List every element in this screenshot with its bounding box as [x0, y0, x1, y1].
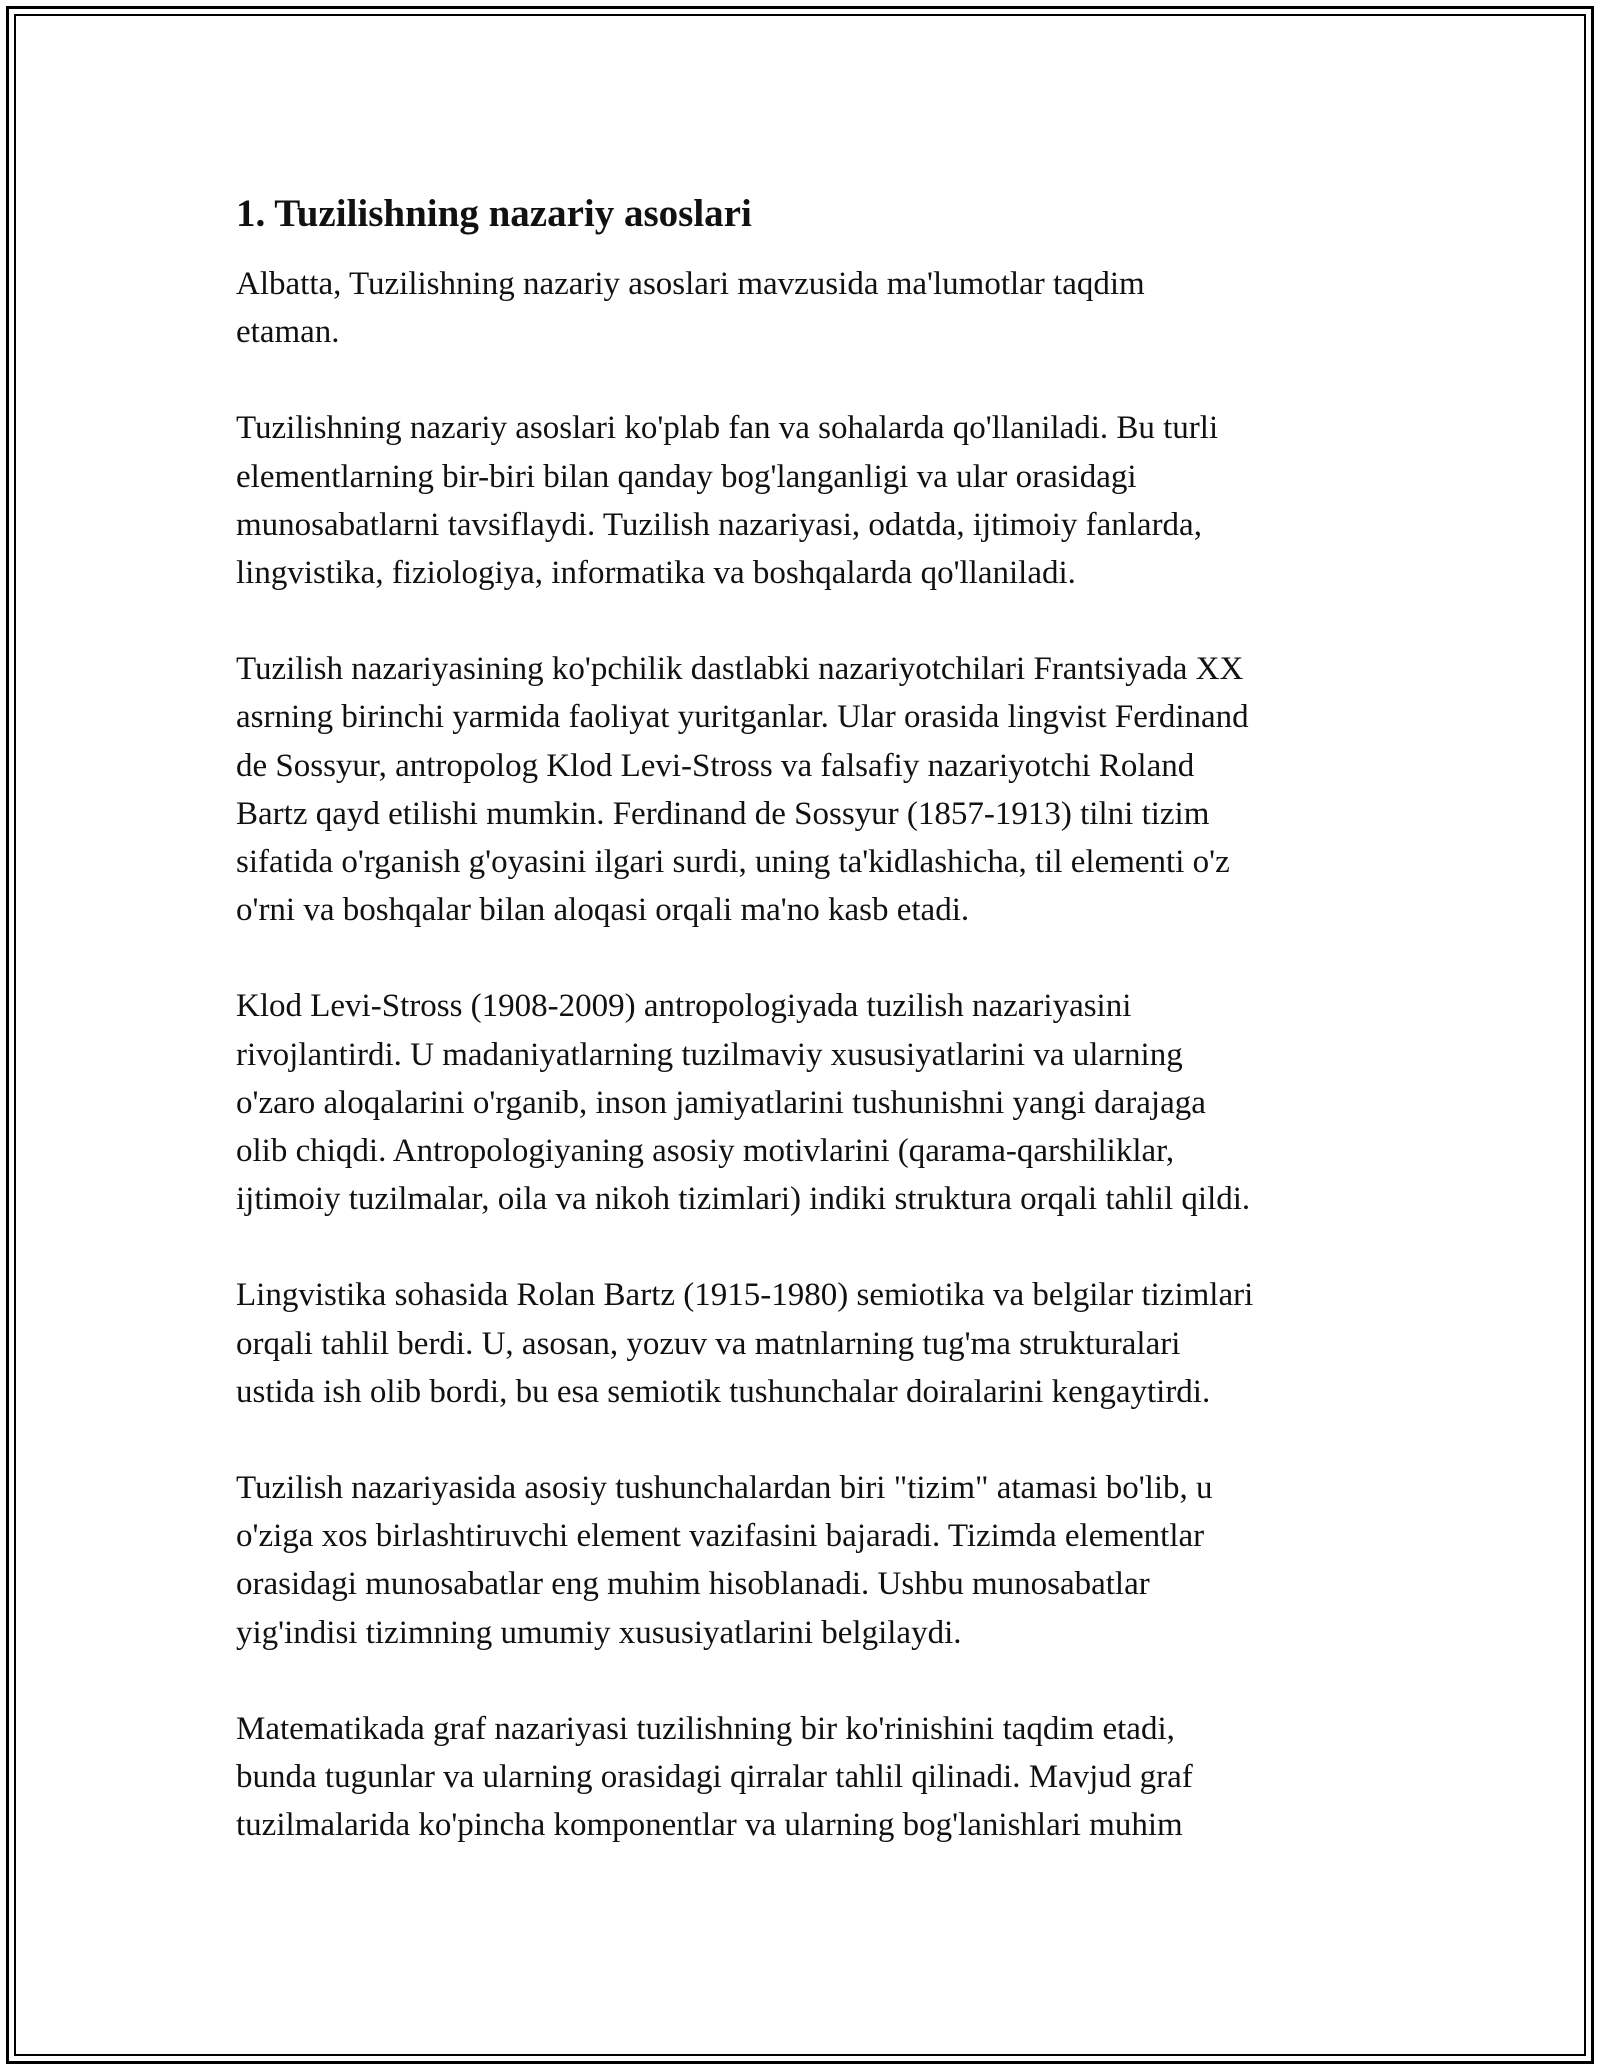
paragraph-intro: Albatta, Tuzilishning nazariy asoslari mavzusida ma'lumotlar taqdim etaman. — [236, 266, 1145, 351]
paragraph-barthes: Lingvistika sohasida Rolan Bartz (1915-1980) semiotika va belgilar tizimlari orqali tahlil berdi. U, asosan, yozuv va matnlarning tug'ma strukturalari ustida ish olib bordi, bu esa semiotik tushunchalar doiralarini kengaytirdi. — [236, 1277, 1254, 1410]
paragraph-early-theorists: Tuzilish nazariyasining ko'pchilik dastlabki nazariyotchilari Frantsiyada XX asrning birinchi yarmida faoliyat yuritganlar. Ular orasida lingvist Ferdinand de Sossyur, antropolog Klod Levi-Stross va falsafiy nazariyotchi Roland Bartz qayd etilishi mumkin. Ferdinand de Sossyur (1857-1913) tilni tizim sifatida o'rganish g'oyasini ilgari surdi, uning ta'kidlashicha, til elementi o'z o'rni va boshqalar bilan aloqasi orqali ma'no kasb etadi. — [236, 651, 1249, 929]
paragraph-levi-strauss: Klod Levi-Stross (1908-2009) antropologiyada tuzilish nazariyasini rivojlantirdi. U madaniyatlarning tuzilmaviy xususiyatlarini va ularning o'zaro aloqalarini o'rganib, inson jamiyatlarini tushunishni yangi darajaga olib chiqdi. Antropologiyaning asosiy motivlarini (qarama-qarshiliklar, ijtimoiy tuzilmalar, oila va nikoh tizimlari) indiki struktura orqali tahlil qildi. — [236, 988, 1251, 1218]
paragraph-overview: Tuzilishning nazariy asoslari ko'plab fan va sohalarda qo'llaniladi. Bu turli elementlarning bir-biri bilan qanday bog'langanligi va ular orasidagi munosabatlarni tavsiflaydi. Tuzilish nazariyasi, odatda, ijtimoiy fanlarda, lingvistika, fiziologiya, informatika va boshqalarda qo'llaniladi. — [236, 410, 1219, 592]
paragraph-graph-theory: Matematikada graf nazariyasi tuzilishning bir ko'rinishini taqdim etadi, bunda tugunlar va ularning orasidagi qirralar tahlil qilinadi. Mavjud graf tuzilmalarida ko'pincha komponentlar va ularning bog'lanishlari muhim — [236, 1710, 1193, 1844]
paragraph-system-concept: Tuzilish nazariyasida asosiy tushunchalardan biri "tizim" atamasi bo'lib, u o'ziga xos birlashtiruvchi element vazifasini bajaradi. Tizimda elementlar orasidagi munosabatlar eng muhim hisoblanadi. Ushbu munosabatlar yig'indisi tizimning umumiy xususiyatlarini belgilaydi. — [236, 1470, 1213, 1651]
document-body — [236, 186, 1376, 1849]
section-heading: 1. Tuzilishning nazariy asoslari — [236, 192, 752, 235]
